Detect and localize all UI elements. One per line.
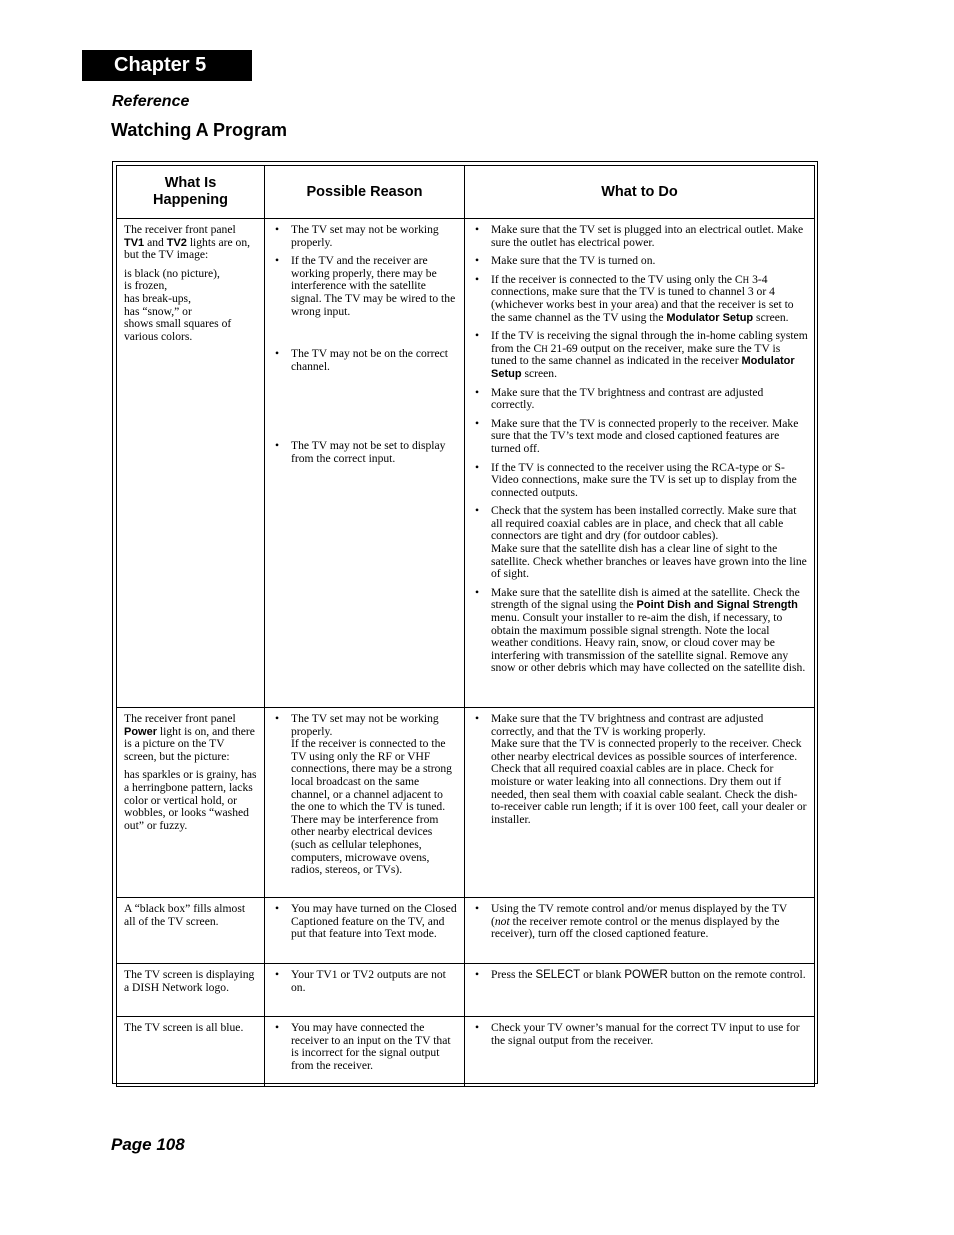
list-item: • The TV set may not be working properly.	[272, 224, 458, 249]
list-item: • You may have connected the receiver to an input on the TV that is incorrect for the signal output from the receiver.	[272, 1022, 458, 1072]
list-item: • If the TV and the receiver are working properly, there may be interference with the satellite signal. The TV may be wired to the wrong input.	[272, 255, 458, 318]
troubleshooting-table	[116, 165, 815, 1087]
list-item: • Using the TV remote control and/or menus displayed by the TV (not the receiver remote control or the menus displayed by the receiver), turn off the closed captioned feature.	[472, 903, 808, 941]
table-row	[117, 964, 815, 1017]
action-list	[472, 903, 808, 941]
action-cell	[465, 1017, 815, 1087]
happening-cell: The TV screen is displaying a DISH Network logo.	[117, 964, 265, 1017]
list-item: • Make sure that the TV is turned on.	[472, 255, 808, 268]
happening-symptoms: has sparkles or is grainy, has a herringbone pattern, lacks color or vertical hold, or wobbles, or looks “washed out” or fuzzy.	[124, 768, 257, 832]
happening-symptoms: is black (no picture), is frozen, has break-ups, has “snow,” or shows small squares of various colors.	[124, 266, 232, 343]
list-item: • If the receiver is connected to the TV using only the CH 3-4 connections, make sure that the TV is tuned to channel 3 or 4 (whichever works best in your area) and that the receiver is set to the same channel as the TV using the Modulator Setup screen.	[472, 274, 808, 324]
reason-list	[272, 1022, 458, 1072]
action-cell	[465, 898, 815, 964]
list-item: • Make sure that the TV is connected properly to the receiver. Make sure that the TV’s text mode and closed captioned features are turned off.	[472, 418, 808, 456]
list-item: • Your TV1 or TV2 outputs are not on.	[272, 969, 458, 994]
list-item: • Make sure that the TV brightness and contrast are adjusted correctly, and that the TV is working properly. Make sure that the TV is connected properly to the receiver. Check other nearby electrical devices as possible sources of interference. Check that all required coaxial cables are in place. Check for moisture or water leaking into all connections. Dry them out if needed, then seal them with coaxial cable sealant. Check the dish-to-receiver cable run length; if it is over 100 feet, call your dealer or installer.	[472, 713, 808, 826]
happening-intro: The receiver front panel Power light is on, and there is a picture on the TV screen, but the picture:	[124, 712, 255, 763]
list-item: • The TV may not be on the correct channel.	[272, 348, 458, 373]
list-item: • Make sure that the TV brightness and contrast are adjusted correctly.	[472, 387, 808, 412]
page-heading: Watching A Program	[111, 120, 288, 140]
reason-list	[272, 224, 458, 466]
header-possible-reason: Possible Reason	[265, 166, 465, 219]
action-list	[472, 1022, 808, 1047]
happening-cell	[117, 219, 265, 708]
reason-cell	[265, 219, 465, 708]
list-item: • Press the SELECT or blank POWER button on the remote control.	[472, 969, 808, 982]
action-list	[472, 713, 808, 826]
reason-cell	[265, 898, 465, 964]
page-number: Page 108	[111, 1135, 185, 1154]
action-cell	[465, 219, 815, 708]
action-list	[472, 224, 808, 675]
happening-cell: The TV screen is all blue.	[117, 1017, 265, 1087]
list-item: • The TV may not be set to display from the correct input.	[272, 440, 458, 465]
list-item: • The TV set may not be working properly. If the receiver is connected to the TV using only the RF or VHF connections, there may be a strong local broadcast on the same channel, or a channel adjacent to the one to which the TV is tuned. There may be interference from other nearby electrical devices (such as cellular telephones, computers, microwave ovens, radios, stereos, or TVs).	[272, 713, 458, 877]
list-item: • Check your TV owner’s manual for the correct TV input to use for the signal output from the receiver.	[472, 1022, 808, 1047]
power-label: Power	[124, 725, 158, 738]
list-item: • Make sure that the satellite dish is aimed at the satellite. Check the strength of the signal using the Point Dish and Signal Strength menu. Consult your installer to re-aim the dish, if necessary, to obtain the maximum possible signal strength. Note the local weather conditions. Heavy rain, snow, or cloud cover may be interfering with transmission of the satellite signal. Remove any snow or other debris which may have collected on the satellite dish.	[472, 587, 808, 675]
section-title: Reference	[112, 93, 190, 110]
tv1-label: TV1	[124, 236, 145, 249]
reason-cell	[265, 1017, 465, 1087]
action-list	[472, 969, 808, 982]
action-cell	[465, 964, 815, 1017]
tv2-label: TV2	[166, 236, 187, 249]
chapter-banner: Chapter 5	[82, 50, 252, 81]
list-item: • If the TV is connected to the receiver using the RCA-type or S-Video connections, make sure the TV is set up to display from the connected outputs.	[472, 462, 808, 500]
reason-cell	[265, 708, 465, 898]
happening-cell: A “black box” fills almost all of the TV screen.	[117, 898, 265, 964]
reason-list	[272, 713, 458, 877]
reason-cell	[265, 964, 465, 1017]
reason-list	[272, 969, 458, 994]
table-row	[117, 219, 815, 708]
happening-intro: The receiver front panel TV1 and TV2 lights are on, but the TV image:	[124, 223, 251, 262]
happening-cell	[117, 708, 265, 898]
table-row	[117, 1017, 815, 1087]
table-row	[117, 898, 815, 964]
header-what-is-happening: What Is Happening	[117, 166, 265, 219]
list-item: • Make sure that the TV set is plugged into an electrical outlet. Make sure the outlet has electrical power.	[472, 224, 808, 249]
list-item: • Check that the system has been installed correctly. Make sure that all required coaxial cables are in place, and check that all cable connectors are tight and dry (for outdoor cables). Make sure that the satellite dish has a clear line of sight to the satellite. Check whether branches or leaves have grown into the line of sight.	[472, 505, 808, 581]
table-header-row	[117, 166, 815, 219]
action-cell	[465, 708, 815, 898]
list-item: • You may have turned on the Closed Captioned feature on the TV, and put that feature into Text mode.	[272, 903, 458, 941]
table-row	[117, 708, 815, 898]
header-what-to-do: What to Do	[465, 166, 815, 219]
reason-list	[272, 903, 458, 941]
list-item: • If the TV is receiving the signal through the in-home cabling system from the CH 21-69 output on the receiver, make sure the TV is tuned to the same channel as indicated in the receiver Modulator Setup screen.	[472, 330, 808, 380]
